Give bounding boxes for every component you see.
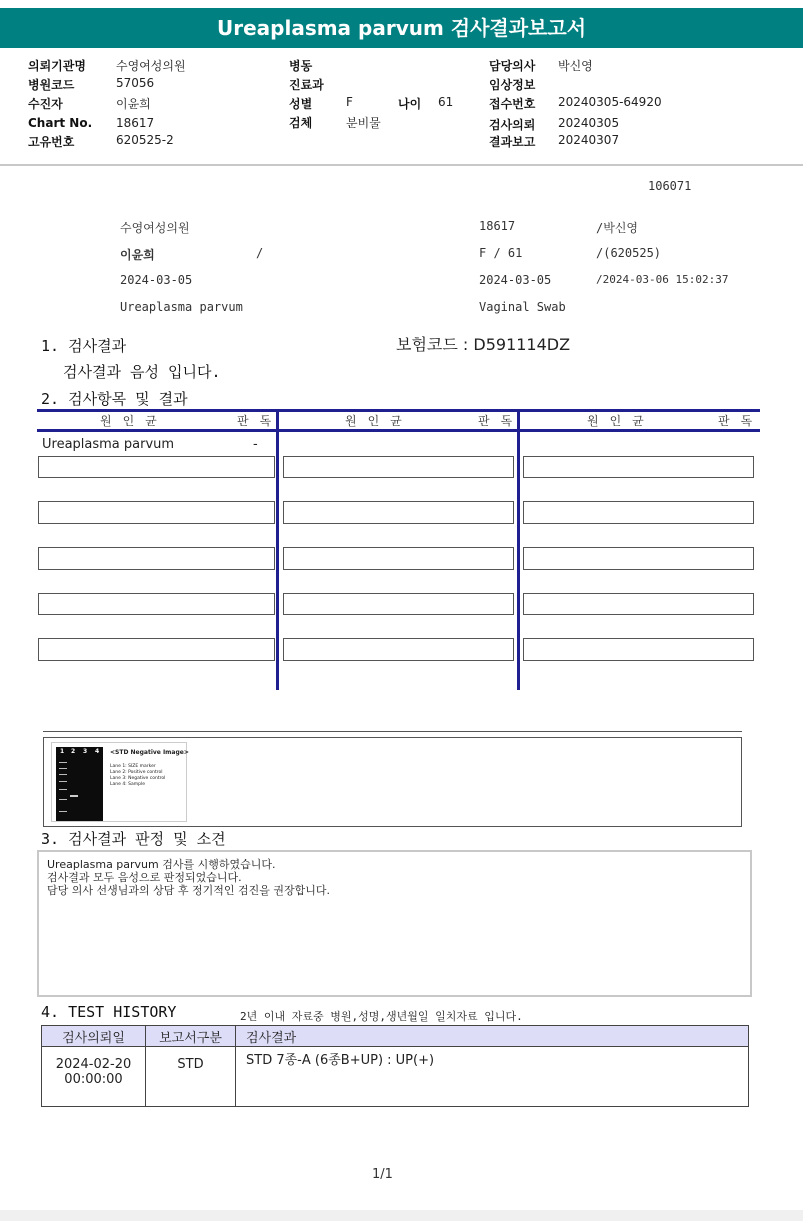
item-name: Ureaplasma parvum bbox=[42, 437, 175, 452]
history-date: 2024-02-20 bbox=[55, 1057, 132, 1072]
item-result: - bbox=[253, 437, 258, 452]
header-value: 57056 bbox=[116, 76, 155, 90]
header-label: 검사의뢰 bbox=[489, 118, 536, 132]
comment-box bbox=[37, 850, 752, 997]
gel-legend-item: Lane 1: SIZE marker bbox=[110, 764, 156, 769]
header-label: 접수번호 bbox=[489, 97, 536, 111]
header-value: 박신영 bbox=[558, 59, 593, 73]
table-column-divider bbox=[276, 409, 279, 690]
table-header-border bbox=[37, 429, 760, 432]
header-value: 18617 bbox=[116, 116, 155, 130]
empty-cell bbox=[38, 593, 275, 615]
info-report-datetime: /2024-03-06 15:02:37 bbox=[596, 273, 729, 286]
header-label: 의뢰기관명 bbox=[28, 59, 86, 73]
header-label: 고유번호 bbox=[28, 135, 75, 149]
gel-lane-label: 3 bbox=[83, 748, 88, 755]
info-hospital: 수영여성의원 bbox=[120, 221, 190, 235]
history-header-type: 보고서구분 bbox=[146, 1026, 236, 1047]
info-patient-name: 이윤희 bbox=[120, 248, 155, 262]
column-header-result: 판독 bbox=[478, 414, 524, 428]
header-label: 병원코드 bbox=[28, 78, 75, 92]
empty-cell bbox=[38, 638, 275, 661]
header-label: 병동 bbox=[289, 59, 313, 73]
header-label: 나이 bbox=[398, 97, 422, 111]
empty-cell bbox=[38, 456, 275, 478]
gel-band bbox=[59, 774, 67, 775]
info-receipt-date: 2024-03-05 bbox=[479, 273, 552, 287]
header-label: 임상정보 bbox=[489, 78, 536, 92]
gel-band bbox=[59, 781, 67, 782]
history-time: 00:00:00 bbox=[64, 1072, 123, 1087]
gel-image bbox=[56, 747, 103, 821]
gel-legend-item: Lane 4: Sample bbox=[110, 782, 145, 787]
column-header-pathogen: 원인균 bbox=[345, 414, 413, 428]
gel-title: <STD Negative Image> bbox=[110, 749, 189, 756]
header-value: 20240305 bbox=[558, 116, 620, 130]
section4-title: 4. TEST HISTORY bbox=[41, 1003, 177, 1021]
comment-line: Ureaplasma parvum 검사를 시행하였습니다. bbox=[47, 858, 276, 871]
empty-cell bbox=[283, 638, 514, 661]
empty-cell bbox=[283, 593, 514, 615]
section2-title: 2. 검사항목 및 결과 bbox=[41, 390, 188, 408]
section1-result-text: 검사결과 음성 입니다. bbox=[63, 363, 221, 381]
gel-legend-item: Lane 3: Negative control bbox=[110, 776, 166, 781]
header-label: 검체 bbox=[289, 116, 313, 130]
gel-top-line bbox=[43, 731, 742, 732]
document-number: 106071 bbox=[648, 179, 692, 193]
info-request-date: 2024-03-05 bbox=[120, 273, 193, 287]
empty-cell bbox=[283, 547, 514, 570]
history-date-cell bbox=[42, 1047, 146, 1107]
info-test-name: Ureaplasma parvum bbox=[120, 300, 243, 314]
header-label: 결과보고 bbox=[489, 135, 536, 149]
empty-cell bbox=[523, 456, 754, 478]
history-type: STD bbox=[146, 1047, 236, 1107]
info-sex-age: F / 61 bbox=[479, 246, 523, 260]
header-value: 수영여성의원 bbox=[116, 59, 186, 73]
gel-lane-label: 2 bbox=[71, 748, 76, 755]
empty-cell bbox=[283, 501, 514, 524]
info-chart-no: 18617 bbox=[479, 219, 516, 233]
info-specimen: Vaginal Swab bbox=[479, 300, 566, 314]
empty-cell bbox=[523, 501, 754, 524]
section3-title: 3. 검사결과 판정 및 소견 bbox=[41, 830, 226, 848]
gel-band bbox=[59, 789, 67, 790]
gel-legend-item: Lane 2: Positive control bbox=[110, 770, 163, 775]
page-bottom-strip bbox=[0, 1210, 803, 1221]
header-value: 분비물 bbox=[346, 116, 381, 130]
info-birth: /(620525) bbox=[596, 246, 662, 260]
gel-lane-label: 1 bbox=[60, 748, 65, 755]
section1-title: 1. 검사결과 bbox=[41, 337, 127, 355]
history-table bbox=[41, 1025, 749, 1107]
empty-cell bbox=[523, 547, 754, 570]
gel-band bbox=[59, 762, 67, 763]
gel-band bbox=[59, 811, 67, 812]
info-doctor: /박신영 bbox=[596, 221, 639, 235]
header-value: 620525-2 bbox=[116, 133, 174, 147]
empty-cell bbox=[283, 456, 514, 478]
table-row bbox=[42, 1047, 749, 1107]
comment-line: 검사결과 모두 음성으로 판정되었습니다. bbox=[47, 871, 242, 884]
header-label: 수진자 bbox=[28, 97, 63, 111]
gel-lane-label: 4 bbox=[95, 748, 100, 755]
history-header-date: 검사의뢰일 bbox=[42, 1026, 146, 1047]
empty-cell bbox=[523, 593, 754, 615]
header-label: 성별 bbox=[289, 97, 313, 111]
gel-band bbox=[70, 795, 78, 797]
header-label: 담당의사 bbox=[489, 59, 536, 73]
page-number: 1/1 bbox=[372, 1167, 393, 1182]
empty-cell bbox=[38, 501, 275, 524]
header-label: 진료과 bbox=[289, 78, 324, 92]
header-value: 20240305-64920 bbox=[558, 95, 662, 109]
empty-cell bbox=[523, 638, 754, 661]
column-header-pathogen: 원인균 bbox=[100, 414, 168, 428]
header-value: 이윤희 bbox=[116, 97, 151, 111]
table-column-divider bbox=[517, 409, 520, 690]
column-header-pathogen: 원인균 bbox=[587, 414, 655, 428]
header-value: F bbox=[346, 95, 353, 109]
comment-line: 담당 의사 선생님과의 상담 후 정기적인 검진을 권장합니다. bbox=[47, 884, 330, 897]
column-header-result: 판독 bbox=[237, 414, 283, 428]
info-divider: / bbox=[256, 246, 264, 260]
history-note: 2년 이내 자료중 병원,성명,생년월일 일치자료 입니다. bbox=[240, 1010, 523, 1023]
gel-band bbox=[59, 768, 67, 769]
report-title: Ureaplasma parvum 검사결과보고서 bbox=[0, 8, 803, 48]
history-header-result: 검사결과 bbox=[236, 1026, 749, 1047]
empty-cell bbox=[38, 547, 275, 570]
gel-legend bbox=[110, 764, 165, 788]
header-value: 20240307 bbox=[558, 133, 620, 147]
gel-image-panel bbox=[51, 742, 187, 822]
header-divider bbox=[0, 164, 803, 166]
header-label: Chart No. bbox=[28, 116, 93, 130]
history-result: STD 7종-A (6종B+UP) : UP(+) bbox=[236, 1047, 749, 1107]
gel-band bbox=[59, 799, 67, 800]
header-value: 61 bbox=[438, 95, 454, 109]
column-header-result: 판독 bbox=[718, 414, 764, 428]
insurance-code: 보험코드 : D591114DZ bbox=[396, 335, 571, 354]
